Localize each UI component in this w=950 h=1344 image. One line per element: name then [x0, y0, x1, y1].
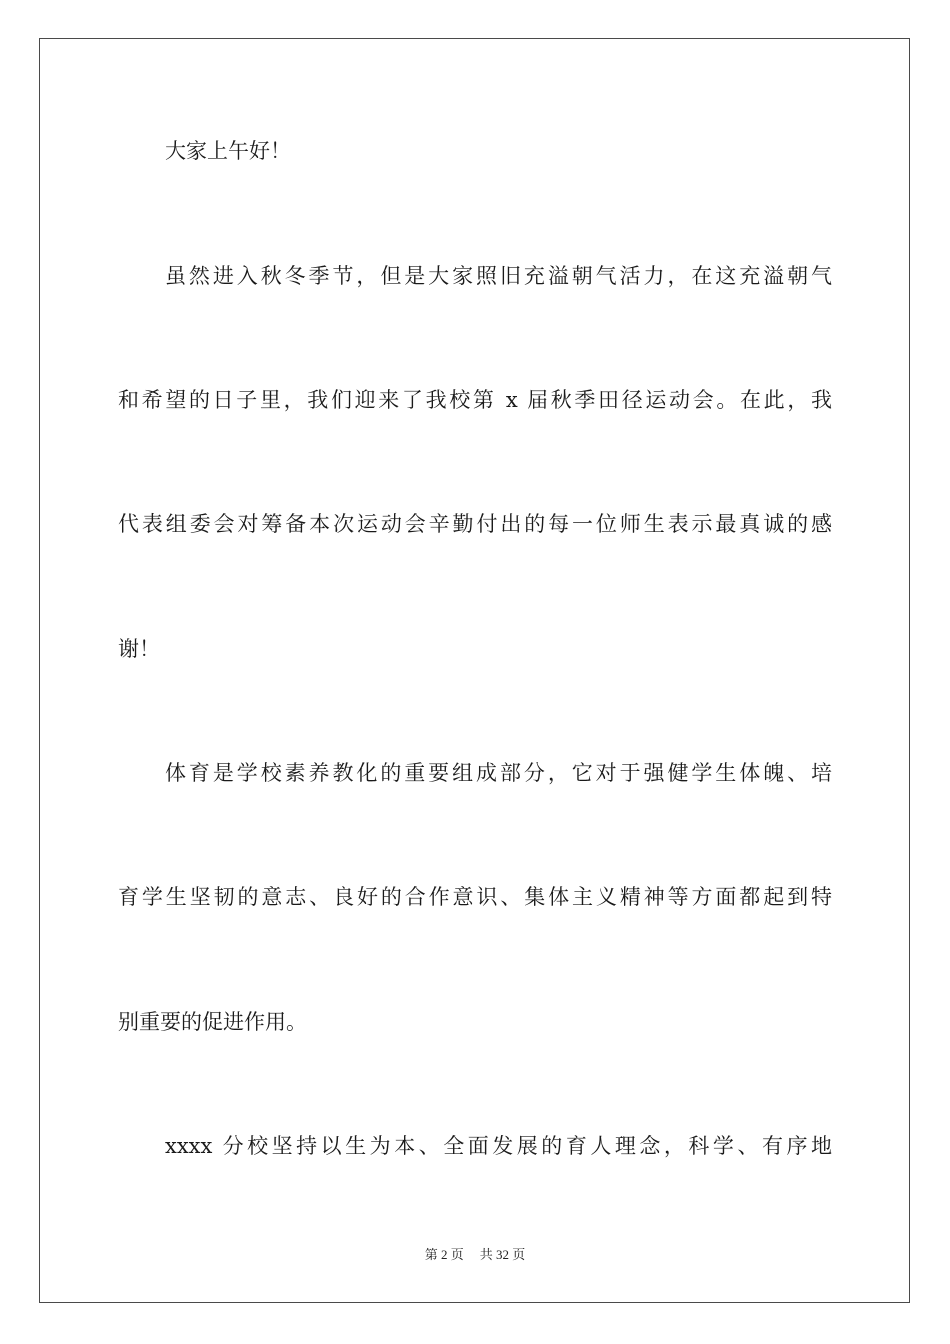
paragraph-1-line-3: 代表组委会对筹备本次运动会辛勤付出的每一位师生表示最真诚的感	[118, 512, 832, 536]
paragraph-1-line-2: 和希望的日子里，我们迎来了我校第 x 届秋季田径运动会。在此，我	[118, 388, 832, 412]
paragraph-1-line-1: 虽然进入秋冬季节，但是大家照旧充溢朝气活力，在这充溢朝气	[165, 264, 832, 288]
paragraph-2-line-3: 别重要的促进作用。	[118, 1010, 307, 1034]
paragraph-1-line-4: 谢！	[118, 637, 160, 661]
greeting-line: 大家上午好！	[165, 139, 291, 163]
total-pages: 共 32 页	[479, 1247, 526, 1262]
page-border	[39, 38, 910, 1303]
page-number: 第 2 页	[424, 1247, 464, 1262]
paragraph-3-line-1: xxxx 分校坚持以生为本、全面发展的育人理念，科学、有序地	[165, 1134, 832, 1158]
page-footer	[0, 1246, 950, 1264]
paragraph-2-line-2: 育学生坚韧的意志、良好的合作意识、集体主义精神等方面都起到特	[118, 885, 832, 909]
paragraph-2-line-1: 体育是学校素养教化的重要组成部分，它对于强健学生体魄、培	[165, 761, 832, 785]
